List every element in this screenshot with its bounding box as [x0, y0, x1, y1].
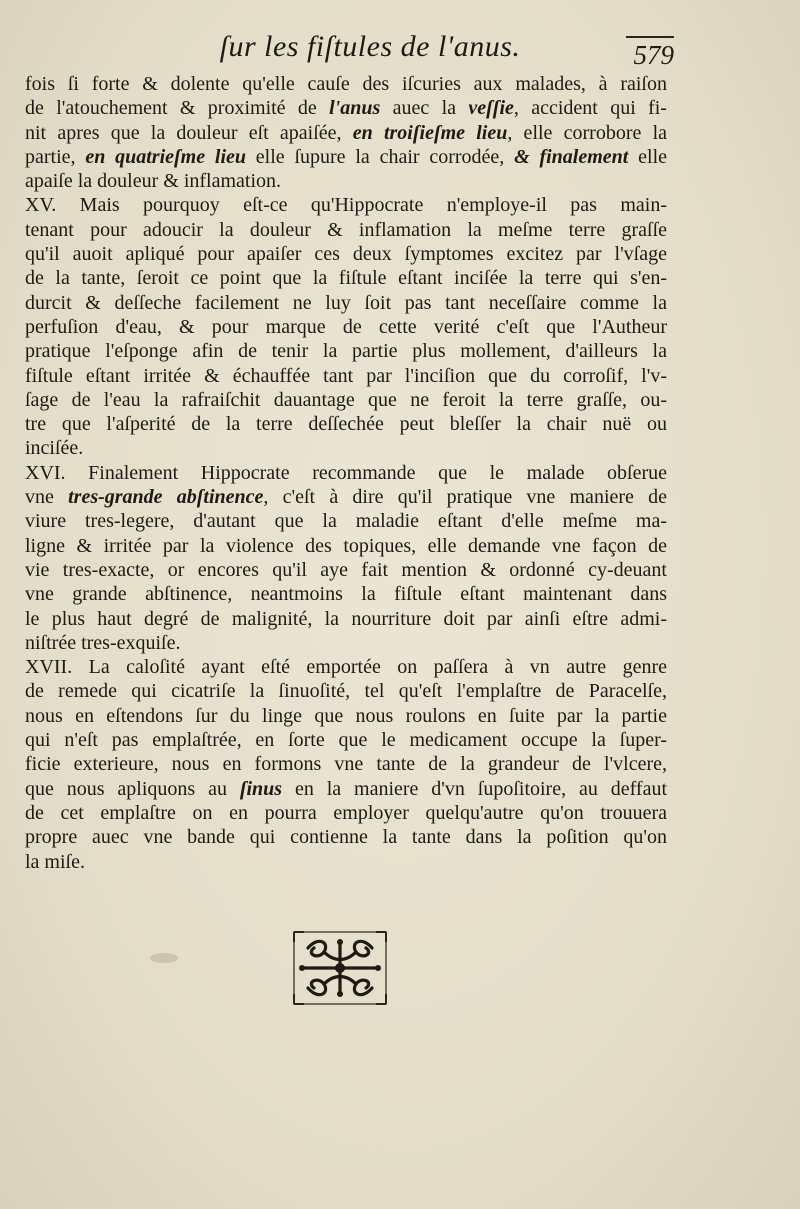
italic-run: en troiſieſme lieu — [352, 121, 508, 144]
text-line — [25, 631, 667, 655]
text-run: XVI. Finalement Hippocrate recommande que le malade obſerue — [25, 461, 667, 484]
text-line — [25, 582, 667, 606]
text-line — [25, 412, 667, 436]
text-run: niſtrée tres-exquiſe. — [25, 631, 181, 654]
italic-run: en quatrieſme lieu — [85, 145, 247, 168]
text-run: , elle corrobore la — [507, 121, 667, 144]
text-run: pratique l'eſponge afin de tenir la partie plus mollement, d'ailleurs la — [25, 340, 667, 363]
text-run: XVII. La caloſité ayant eſté emportée on paſſera à vn autre genre — [25, 656, 667, 679]
text-line — [25, 777, 667, 801]
text-run: elle ſupure la chair corrodée, — [246, 145, 515, 168]
text-line — [25, 291, 667, 315]
page-number: 579 — [626, 36, 674, 71]
italic-run: ſinus — [239, 777, 283, 800]
text-line — [25, 72, 667, 96]
text-run: elle — [628, 145, 667, 168]
italic-run: & finalement — [514, 145, 629, 168]
text-run: de l'atouchement & proximité de — [25, 97, 330, 120]
text-line — [25, 242, 667, 266]
text-line — [25, 801, 667, 825]
text-line — [25, 704, 667, 728]
text-run: la miſe. — [25, 850, 85, 873]
text-run: perfuſion d'eau, & pour marque de cette verité c'eſt que l'Autheur — [25, 315, 667, 338]
text-run: fois ſi forte & dolente qu'elle cauſe des iſcuries aux malades, à raiſon — [25, 73, 667, 95]
text-line — [25, 193, 667, 217]
text-line — [25, 169, 667, 193]
italic-run: veſſie — [468, 97, 514, 120]
tailpiece-ornament-icon — [290, 928, 390, 1008]
text-run: , c'eſt à dire qu'il pratique vne maniere de — [263, 486, 667, 509]
text-run: fiſtule eſtant irritée & échauffée tant par l'inciſion que du corroſif, l'v- — [25, 364, 667, 387]
text-line — [25, 266, 667, 290]
paper-stain — [150, 953, 178, 963]
text-line — [25, 121, 667, 145]
text-run: viure tres-legere, d'autant que la maladie eſtant d'elle meſme ma- — [25, 510, 667, 533]
text-line — [25, 752, 667, 776]
text-run: nit apres que la douleur eſt apaiſée, — [25, 121, 353, 144]
text-run: ligne & irritée par la violence des topiques, elle demande vne façon de — [25, 534, 667, 557]
text-run: vne grande abſtinence, neantmoins la fiſtule eſtant maintenant dans — [25, 583, 667, 606]
text-run: en la maniere d'vn ſupoſitoire, au deffaut — [282, 777, 667, 800]
body-text — [25, 72, 667, 874]
text-line — [25, 728, 667, 752]
text-line — [25, 461, 667, 485]
text-line — [25, 679, 667, 703]
text-line — [25, 558, 667, 582]
text-run: , accident qui fi- — [513, 97, 667, 120]
text-line — [25, 96, 667, 120]
text-line — [25, 388, 667, 412]
running-title: ſur les fiſtules de l'anus. — [219, 30, 521, 63]
italic-run: tres-grande abſtinence — [68, 486, 264, 509]
text-line — [25, 825, 667, 849]
text-run: durcit & deſſeche facilement ne luy ſoit pas tant neceſſaire comme la — [25, 291, 667, 314]
text-run: que nous apliquons au — [25, 777, 240, 800]
text-run: le plus haut degré de malignité, la nourriture doit par ainſi eſtre admi- — [25, 607, 667, 630]
text-line — [25, 655, 667, 679]
text-line — [25, 145, 667, 169]
text-line — [25, 850, 667, 874]
text-line — [25, 534, 667, 558]
text-run: vne — [25, 486, 69, 509]
text-line — [25, 436, 667, 460]
text-run: auec la — [380, 97, 469, 120]
text-run: tenant pour adoucir la douleur & inflamation la meſme terre graſſe — [25, 218, 667, 241]
text-run: partie, — [25, 145, 86, 168]
text-run: nous en eſtendons ſur du linge que nous roulons en ſuite par la partie — [25, 704, 667, 727]
text-run: de remede qui cicatriſe la ſinuoſité, tel qu'eſt l'emplaſtre de Paracelſe, — [25, 680, 667, 703]
text-run: ficie exterieure, nous en formons vne tante de la grandeur de l'vlcere, — [25, 753, 667, 776]
text-run: XV. Mais pourquoy eſt-ce qu'Hippocrate n'employe-il pas main- — [25, 194, 667, 217]
text-line — [25, 339, 667, 363]
text-line — [25, 607, 667, 631]
text-run: qui n'eſt pas emplaſtrée, en ſorte que le medicament occupe la ſuper- — [25, 729, 667, 752]
text-run: tre que l'aſperité de la terre deſſechée peut bleſſer la chair nuë ou — [25, 413, 667, 436]
italic-run: l'anus — [329, 97, 381, 120]
page-header — [0, 30, 800, 74]
text-run: ſage de l'eau la rafraiſchit dauantage que ne feroit la terre graſſe, ou- — [25, 388, 667, 411]
text-run: apaiſe la douleur & inflamation. — [25, 170, 282, 193]
text-line — [25, 364, 667, 388]
text-run: propre auec vne bande qui contienne la tante dans la poſition qu'on — [25, 826, 667, 849]
text-run: de la tante, ſeroit ce point que la fiſtule eſtant inciſée la terre qui s'en- — [25, 267, 667, 290]
text-line — [25, 218, 667, 242]
text-run: inciſée. — [25, 437, 84, 460]
text-line — [25, 315, 667, 339]
text-line — [25, 485, 667, 509]
text-run: qu'il auoit apliqué pour apaiſer ces deux ſymptomes excitez par l'vſage — [25, 243, 667, 266]
text-run: de cet emplaſtre on en pourra employer quelqu'autre qu'on trouuera — [25, 801, 667, 824]
text-line — [25, 509, 667, 533]
text-run: vie tres-exacte, or encores qu'il aye fait mention & ordonné cy-deuant — [25, 558, 667, 581]
